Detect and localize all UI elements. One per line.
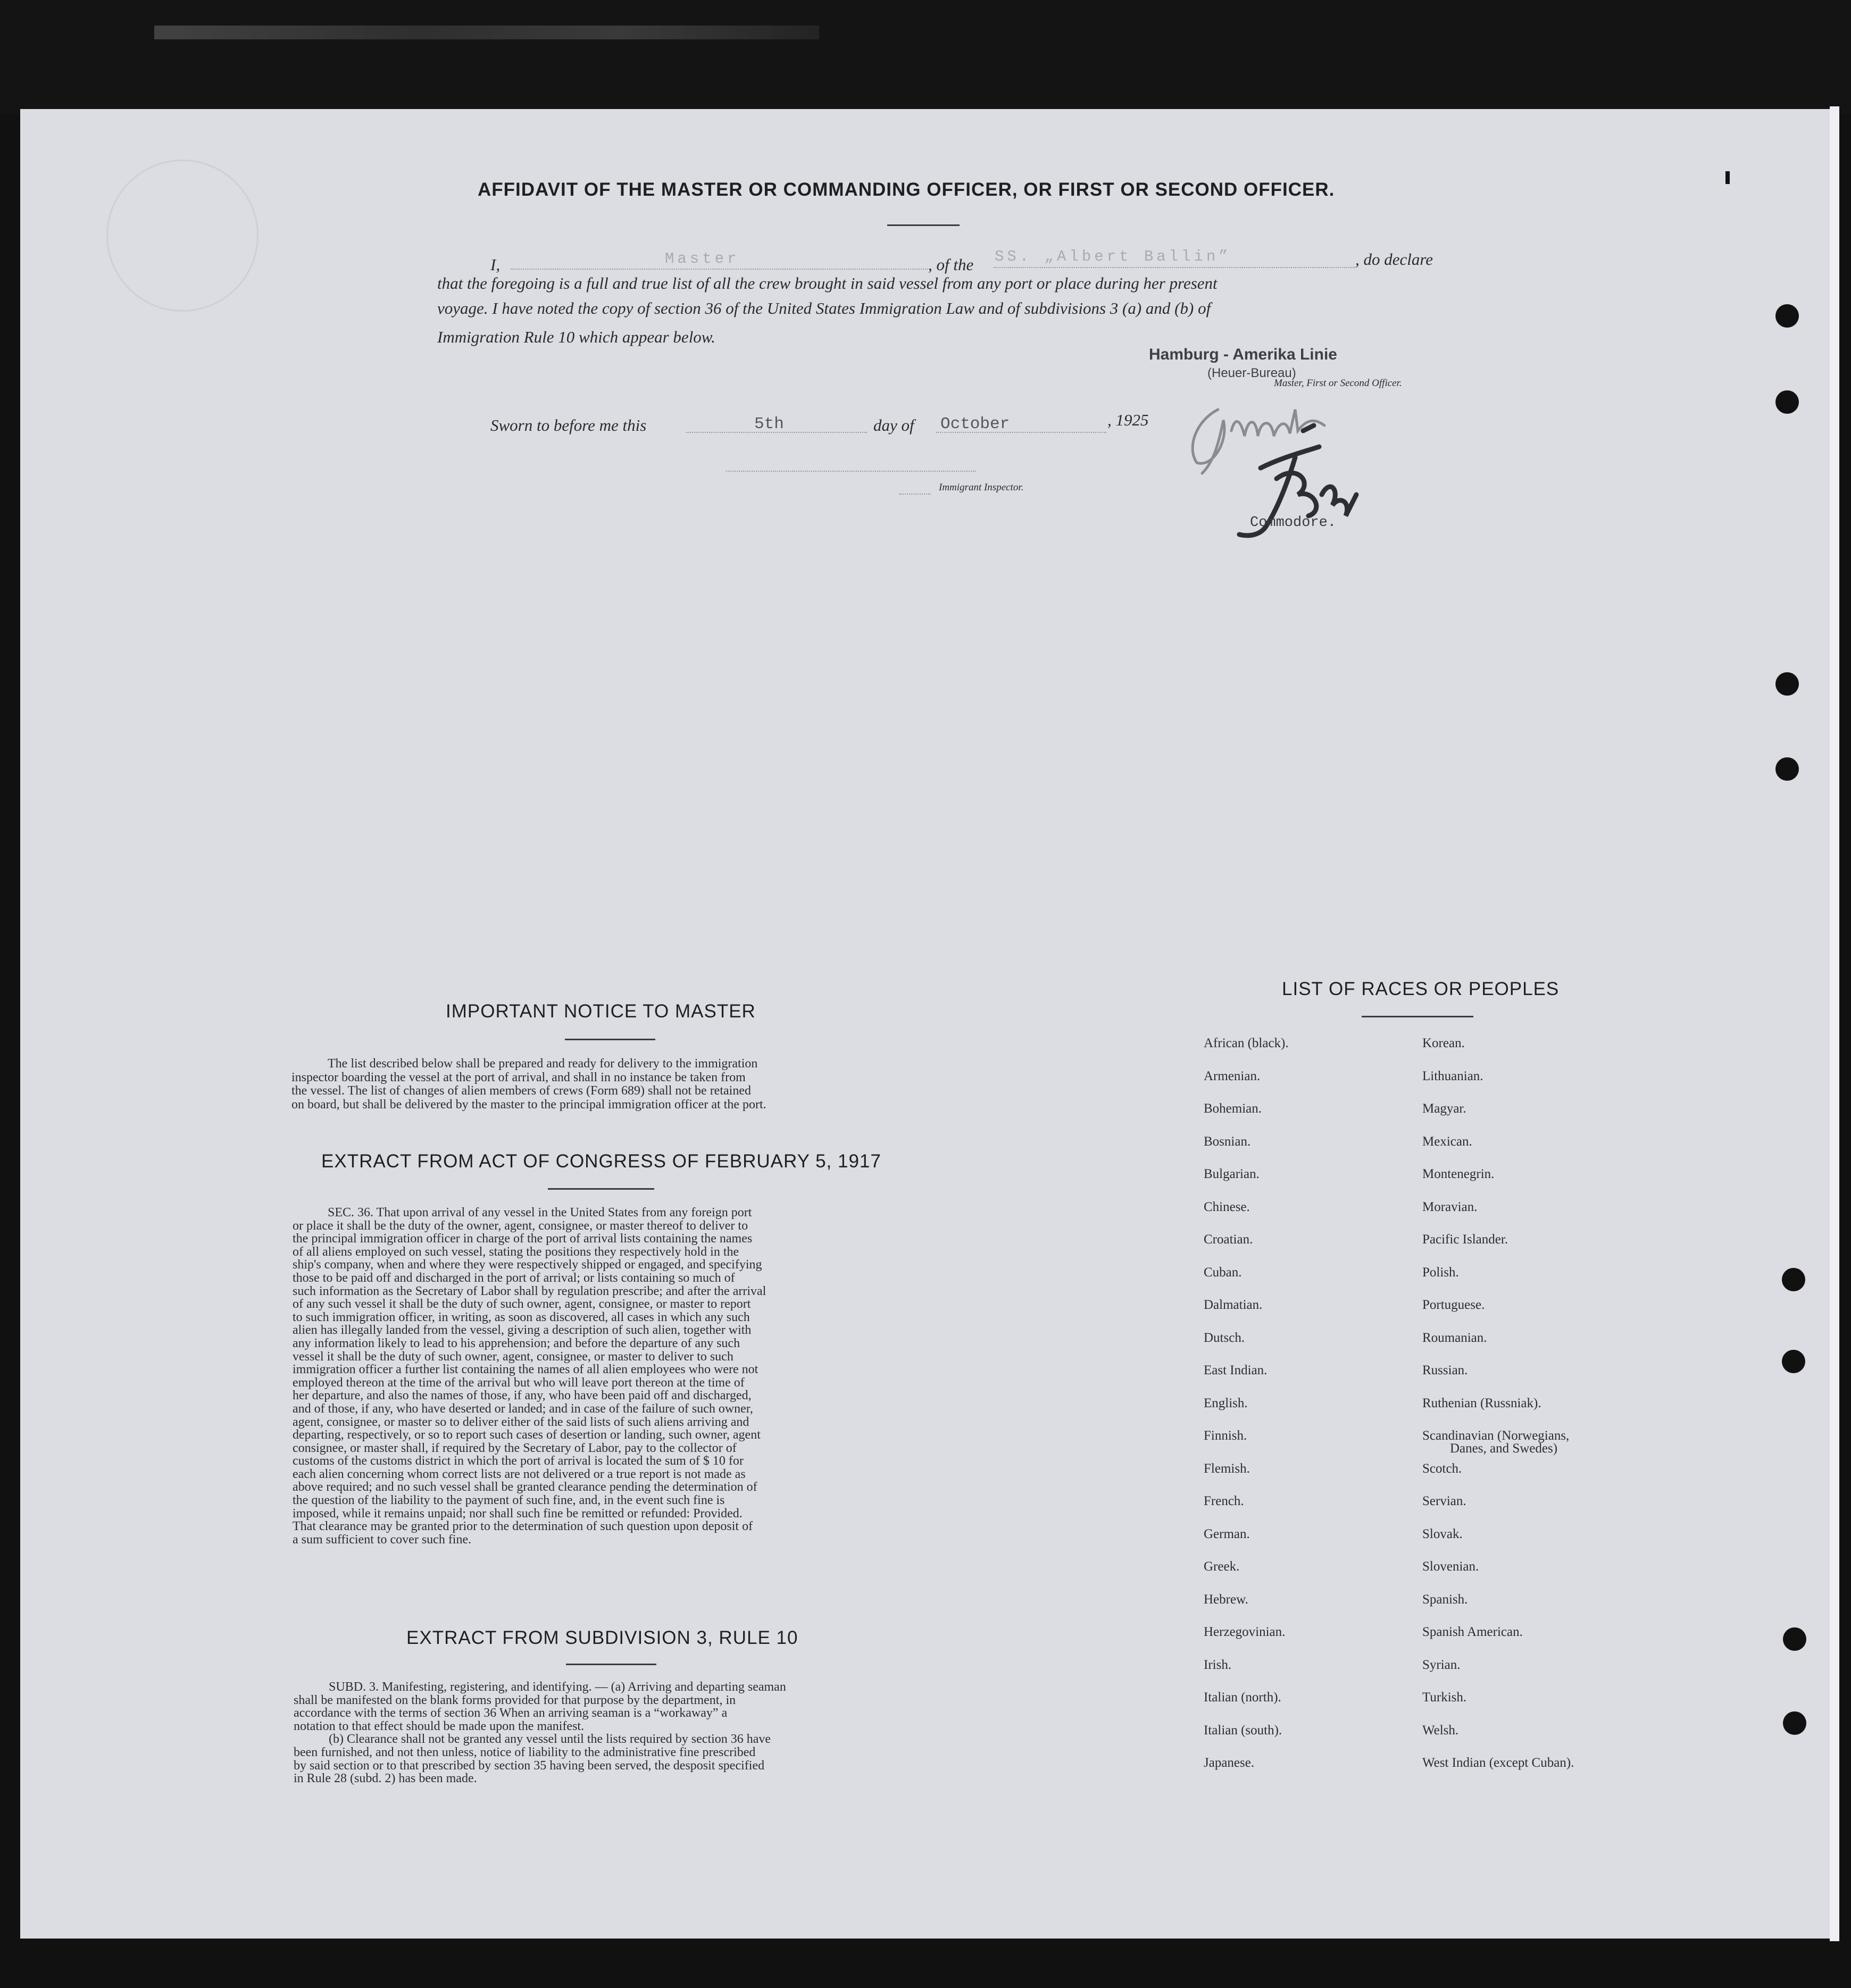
act-line: departing, respectively, or so to report such cases of desertion or landing, such owner, agent — [293, 1428, 761, 1442]
ink-mark — [1725, 171, 1730, 184]
act-line: each alien concerning whom correct lists are not delivered or a true report is not made as — [293, 1467, 746, 1481]
sworn-text: Sworn to before me this — [490, 416, 647, 435]
race-item: Moravian. — [1422, 1199, 1478, 1214]
rule-line: been furnished, and not then unless, notice of liability to the administrative fine prescribed — [294, 1745, 756, 1759]
sworn-month: October — [940, 415, 1010, 433]
act-paragraph — [293, 1206, 910, 1546]
act-line: and of those, if any, who have deserted or landed; and in case of the failure of such owner, — [293, 1401, 753, 1416]
race-item: Finnish. — [1204, 1429, 1247, 1443]
act-line: ship's company, when and where they were respectively shipped or engaged, and specifying — [293, 1258, 762, 1272]
race-item: Welsh. — [1422, 1723, 1459, 1738]
race-item: Italian (south). — [1204, 1723, 1282, 1738]
punch-hole — [1782, 1268, 1805, 1291]
race-item: French. — [1204, 1494, 1244, 1508]
punch-hole — [1783, 1627, 1806, 1651]
race-item: Slovenian. — [1422, 1559, 1479, 1574]
race-item: East Indian. — [1204, 1363, 1268, 1377]
notice-line: inspector boarding the vessel at the port of arrival, and shall in no instance be taken from — [291, 1070, 746, 1084]
race-item: Herzegovinian. — [1204, 1625, 1286, 1639]
race-item: Bosnian. — [1204, 1134, 1251, 1149]
race-item: Cuban. — [1204, 1265, 1242, 1280]
race-item: Russian. — [1422, 1363, 1468, 1377]
rule-line: shall be manifested on the blank forms provided for that purpose by the department, in — [294, 1693, 736, 1707]
race-item: Magyar. — [1422, 1101, 1466, 1116]
act-line: those to be paid off and discharged in the port of arrival; or lists containing so much of — [293, 1271, 735, 1285]
act-line: customs of the customs district in which the port of arrival is located the sum of $ 10 for — [293, 1454, 744, 1468]
race-item: Irish. — [1204, 1657, 1232, 1672]
race-item: Dutsch. — [1204, 1330, 1245, 1345]
act-line: a sum sufficient to cover such fine. — [293, 1532, 472, 1547]
race-item: Flemish. — [1204, 1461, 1250, 1476]
heading-rule — [566, 1664, 656, 1665]
race-item: Scotch. — [1422, 1461, 1462, 1476]
act-line: consignee, or master shall, if required by the Secretary of Labor, pay to the collector of — [293, 1441, 737, 1455]
page-edge — [1830, 106, 1839, 1941]
race-item: Spanish American. — [1422, 1625, 1523, 1639]
affidavit-line-3: voyage. I have noted the copy of section 36 of the United States Immigration Law and of subdivisions 3 (a) and (b) of — [437, 299, 1211, 318]
affidavit-line-4: Immigration Rule 10 which appear below. — [437, 328, 715, 346]
rule-heading: EXTRACT FROM SUBDIVISION 3, RULE 10 — [406, 1627, 798, 1648]
race-item: Roumanian. — [1422, 1330, 1487, 1345]
commodore-typed: Commodore. — [1250, 515, 1337, 531]
act-line: to such immigration officer, in writing, as soon as discovered, all cases in which any such — [293, 1310, 750, 1324]
sworn-year: , 1925 — [1107, 411, 1149, 429]
sworn-day: 5th — [754, 415, 784, 433]
notice-heading: IMPORTANT NOTICE TO MASTER — [446, 1001, 756, 1022]
rule-paragraph — [294, 1681, 911, 1785]
race-item: Turkish. — [1422, 1690, 1467, 1705]
act-line: That clearance may be granted prior to the determination of such question upon deposit of — [293, 1519, 753, 1534]
notice-paragraph — [291, 1057, 910, 1112]
officer-caption: Master, First or Second Officer. — [1274, 378, 1402, 389]
act-heading: EXTRACT FROM ACT OF CONGRESS OF FEBRUARY 5, 1917 — [321, 1151, 881, 1172]
race-item: Portuguese. — [1422, 1298, 1485, 1312]
race-item: Scandinavian (Norwegians, — [1422, 1429, 1570, 1443]
race-item: Dalmatian. — [1204, 1298, 1263, 1312]
rule-line: SUBD. 3. Manifesting, registering, and identifying. — (a) Arriving and departing seaman — [329, 1680, 786, 1694]
race-item: Bohemian. — [1204, 1101, 1262, 1116]
act-line: the principal immigration officer in charge of the port of arrival lists containing the names — [293, 1232, 753, 1246]
act-line: of all aliens employed on such vessel, stating the positions they respectively hold in the — [293, 1244, 739, 1259]
affidavit-i: I, — [490, 255, 501, 274]
race-item: Mexican. — [1422, 1134, 1472, 1149]
heading-rule — [1362, 1016, 1473, 1017]
race-item: Greek. — [1204, 1559, 1240, 1574]
affidavit-line-2: that the foregoing is a full and true list of all the crew brought in said vessel from any port or place during her present — [437, 274, 1218, 293]
race-item: Croatian. — [1204, 1232, 1253, 1247]
races-heading: LIST OF RACES OR PEOPLES — [1282, 979, 1560, 999]
race-item: African (black). — [1204, 1036, 1289, 1050]
vessel-line — [994, 267, 1355, 268]
notice-line: the vessel. The list of changes of alien members of crews (Form 689) shall not be retained — [291, 1084, 751, 1098]
act-line: her departure, and also the names of those, if any, who have been paid off and discharged, — [293, 1389, 752, 1403]
affidavit-of-the: , of the — [928, 255, 974, 274]
affidavit-heading: AFFIDAVIT OF THE MASTER OR COMMANDING OFFICER, OR FIRST OR SECOND OFFICER. — [478, 179, 1335, 200]
race-item: German. — [1204, 1526, 1250, 1541]
race-item: Hebrew. — [1204, 1592, 1248, 1607]
punch-hole — [1775, 304, 1799, 328]
race-item: Ruthenian (Russniak). — [1422, 1396, 1541, 1410]
race-item: Polish. — [1422, 1265, 1459, 1280]
race-item: Lithuanian. — [1422, 1068, 1483, 1083]
act-line: or place it shall be the duty of the owner, agent, consignee, or master thereof to deliver to — [293, 1218, 748, 1233]
typed-master-field: Master — [665, 250, 740, 268]
race-item: Armenian. — [1204, 1068, 1261, 1083]
punch-hole — [1775, 757, 1799, 781]
rule-line: in Rule 28 (subd. 2) has been made. — [294, 1772, 477, 1786]
race-item: Bulgarian. — [1204, 1167, 1260, 1181]
document-page — [20, 109, 1834, 1939]
act-line: employed thereon at the time of the arrival but who will leave port thereon at the time of — [293, 1375, 745, 1390]
act-line: of any such vessel it shall be the duty of such owner, agent, consignee, or master to report — [293, 1297, 751, 1312]
race-item: Italian (north). — [1204, 1690, 1281, 1705]
company-stamp: Hamburg - Amerika Linie — [1149, 346, 1337, 363]
rule-line: accordance with the terms of section 36 When an arriving seaman is a “workaway” a — [294, 1706, 728, 1720]
heading-rule — [887, 224, 960, 226]
affidavit-do-declare: , do declare — [1355, 250, 1433, 269]
act-line: any information likely to lead to his apprehension; and before the departure of any such — [293, 1336, 740, 1350]
act-line: such information as the Secretary of Labor shall by regulation prescribe; and after the arrival — [293, 1284, 766, 1298]
race-item: Japanese. — [1204, 1756, 1255, 1770]
inspector-line-short — [899, 494, 931, 495]
notice-line: The list described below shall be prepared and ready for delivery to the immigration — [328, 1057, 758, 1071]
inspector-caption: Immigrant Inspector. — [939, 482, 1024, 493]
act-line: immigration officer a further list containing the names of all alien employees who were not — [293, 1363, 758, 1377]
race-item: Chinese. — [1204, 1199, 1250, 1214]
notice-line: on board, but shall be delivered by the master to the principal immigration officer at the port. — [291, 1097, 766, 1112]
race-item: Syrian. — [1422, 1657, 1461, 1672]
faint-stamp-mark — [106, 160, 259, 312]
rule-line: (b) Clearance shall not be granted any vessel until the lists required by section 36 have — [329, 1732, 771, 1747]
act-line: imposed, while it remains unpaid; nor shall such fine be remitted or refunded: Provided. — [293, 1506, 743, 1521]
act-line: alien has illegally landed from the vessel, giving a description of such alien, together with — [293, 1323, 752, 1338]
day-of-text: day of — [873, 416, 914, 435]
act-line: agent, consignee, or master so to deliver either of the said lists of such aliens arriving and — [293, 1415, 749, 1429]
race-item: Korean. — [1422, 1036, 1465, 1050]
company-stamp-dept: (Heuer-Bureau) — [1207, 366, 1296, 380]
act-line: vessel it shall be the duty of such owner, agent, consignee, or master to deliver to such — [293, 1349, 733, 1364]
inspector-line — [726, 471, 976, 472]
typed-vessel-name: SS. „Albert Ballin” — [995, 248, 1231, 265]
heading-rule — [565, 1039, 655, 1040]
punch-hole — [1782, 1350, 1805, 1373]
race-item: Pacific Islander. — [1422, 1232, 1508, 1247]
punch-hole — [1775, 672, 1799, 696]
race-item: Spanish. — [1422, 1592, 1468, 1607]
act-line: above required; and no such vessel shall be granted clearance pending the determination of — [293, 1480, 757, 1494]
race-item: English. — [1204, 1396, 1248, 1410]
name-line — [511, 269, 928, 270]
race-item: Servian. — [1422, 1494, 1466, 1508]
film-border-top — [0, 0, 1851, 114]
rule-line: notation to that effect should be made upon the manifest. — [294, 1719, 585, 1733]
master-signature-strokes — [1193, 410, 1324, 473]
film-strip — [154, 26, 819, 39]
act-line: SEC. 36. That upon arrival of any vessel in the United States from any foreign port — [328, 1206, 752, 1219]
race-continuation: Danes, and Swedes) — [1450, 1441, 1558, 1456]
punch-hole — [1783, 1711, 1806, 1735]
heading-rule — [548, 1188, 654, 1190]
race-item: Montenegrin. — [1422, 1167, 1495, 1181]
punch-hole — [1775, 390, 1799, 414]
rule-line: by said section or to that prescribed by section 35 having been served, the desposit specified — [294, 1758, 765, 1773]
act-line: the question of the liability to the payment of such fine, and, in the event such fine is — [293, 1493, 725, 1508]
race-item: Slovak. — [1422, 1526, 1463, 1541]
race-item: West Indian (except Cuban). — [1422, 1756, 1574, 1770]
